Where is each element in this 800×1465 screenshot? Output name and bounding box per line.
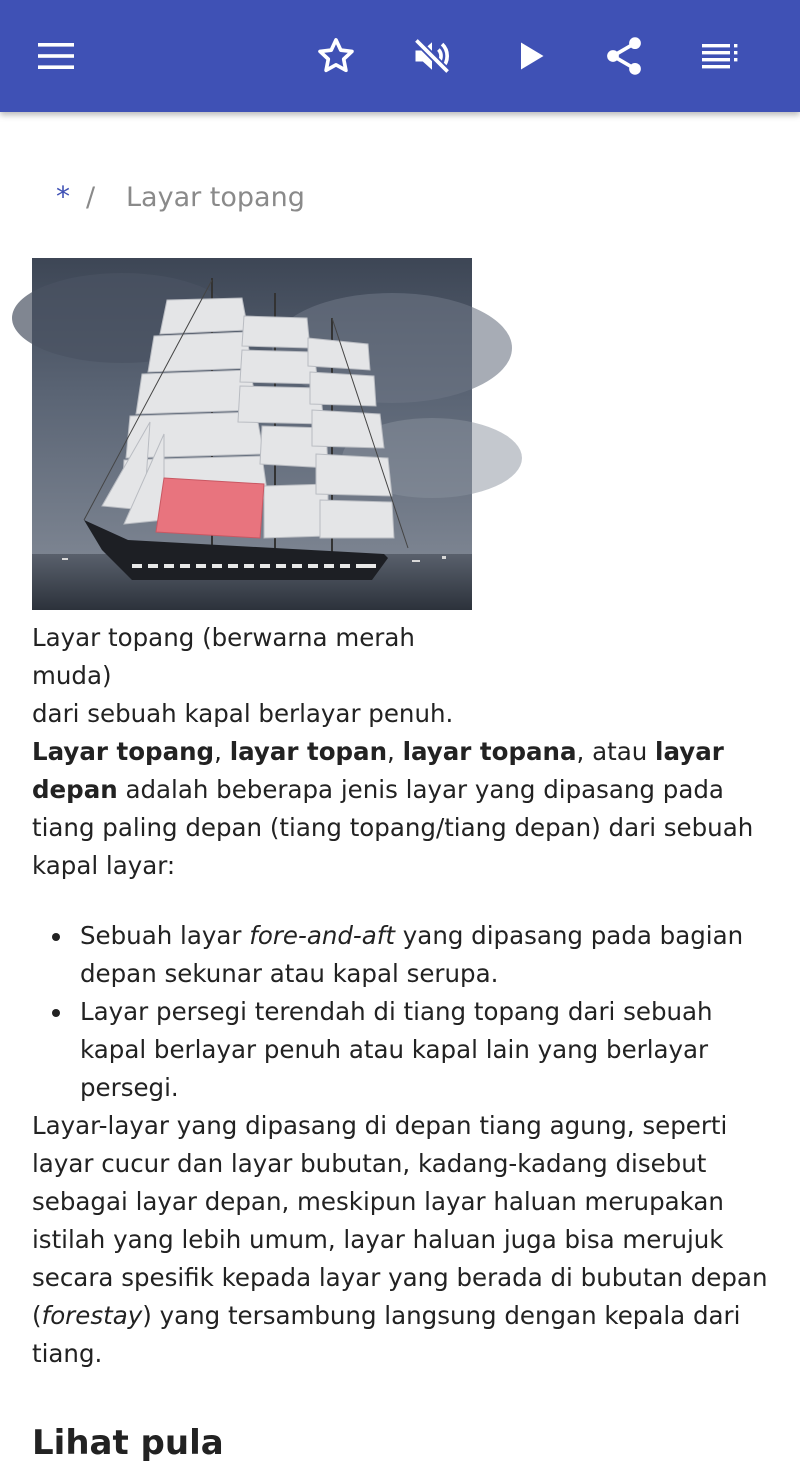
breadcrumb-home-link[interactable]: * (56, 180, 70, 213)
share-icon (602, 34, 646, 78)
list-item-text: yang dipasang pada bagian depan sekunar atau kapal serupa. (80, 921, 744, 988)
menu-button[interactable] (24, 24, 88, 88)
body-paragraph (32, 1107, 776, 1373)
caption-line-1: Layar topang (berwarna merah muda) (32, 623, 415, 690)
term-layar-depan: layar depan (32, 737, 724, 804)
caption-line-2: dari sebuah kapal berlayar penuh. (32, 699, 454, 728)
intro-text: adalah beberapa jenis layar yang dipasang pada tiang paling depan (tiang topang/tiang depan) dari sebuah kapal layar: (32, 775, 754, 880)
section-heading-see-also: Lihat pula (32, 1423, 224, 1463)
ship-image[interactable] (32, 258, 472, 610)
menu-icon (36, 36, 76, 76)
bullet-dot (52, 933, 60, 941)
article-body (32, 619, 776, 1465)
paragraph-text: Layar-layar yang dipasang di depan tiang agung, seperti layar cucur dan layar bubutan, kadang-kadang disebut sebagai layar depan, meskipun layar haluan merupakan istilah yang lebih umum, layar haluan juga bisa merujuk secara spesifik kepada layar yang berada di bubutan depan ( (32, 1111, 768, 1330)
paragraph-text: ) yang tersambung langsung dengan kepala dari tiang. (32, 1301, 741, 1368)
favorite-button[interactable] (304, 24, 368, 88)
mute-button[interactable] (400, 24, 464, 88)
list-item (32, 993, 776, 1107)
intro-paragraph (32, 733, 776, 885)
definition-list (32, 917, 776, 1107)
term-layar-topan: layar topan (229, 737, 388, 766)
toc-list-icon (700, 36, 740, 76)
intro-separator: , atau (576, 737, 656, 766)
list-item-text: Layar persegi terendah di tiang topang dari sebuah kapal berlayar penuh atau kapal lain yang berlayar persegi. (80, 997, 713, 1102)
list-item (32, 917, 776, 993)
volume-off-icon (410, 34, 454, 78)
image-caption (32, 619, 482, 733)
play-icon (512, 38, 548, 74)
share-button[interactable] (592, 24, 656, 88)
list-item-text: Sebuah layar (80, 921, 250, 950)
term-layar-topang: Layar topang (32, 737, 215, 766)
breadcrumb-separator: / (86, 182, 96, 213)
table-of-contents-button[interactable] (688, 24, 752, 88)
app-bar (0, 0, 800, 112)
intro-separator: , (387, 737, 403, 766)
breadcrumb (56, 180, 305, 213)
bullet-dot (52, 1009, 60, 1017)
intro-separator: , (214, 737, 230, 766)
italic-term-forestay: forestay (41, 1301, 143, 1330)
play-button[interactable] (498, 24, 562, 88)
breadcrumb-current: Layar topang (126, 182, 305, 213)
star-outline-icon (314, 34, 358, 78)
list-item-italic-term: fore-and-aft (249, 921, 396, 950)
article-content (0, 112, 800, 1463)
term-layar-topana: layar topana (402, 737, 577, 766)
